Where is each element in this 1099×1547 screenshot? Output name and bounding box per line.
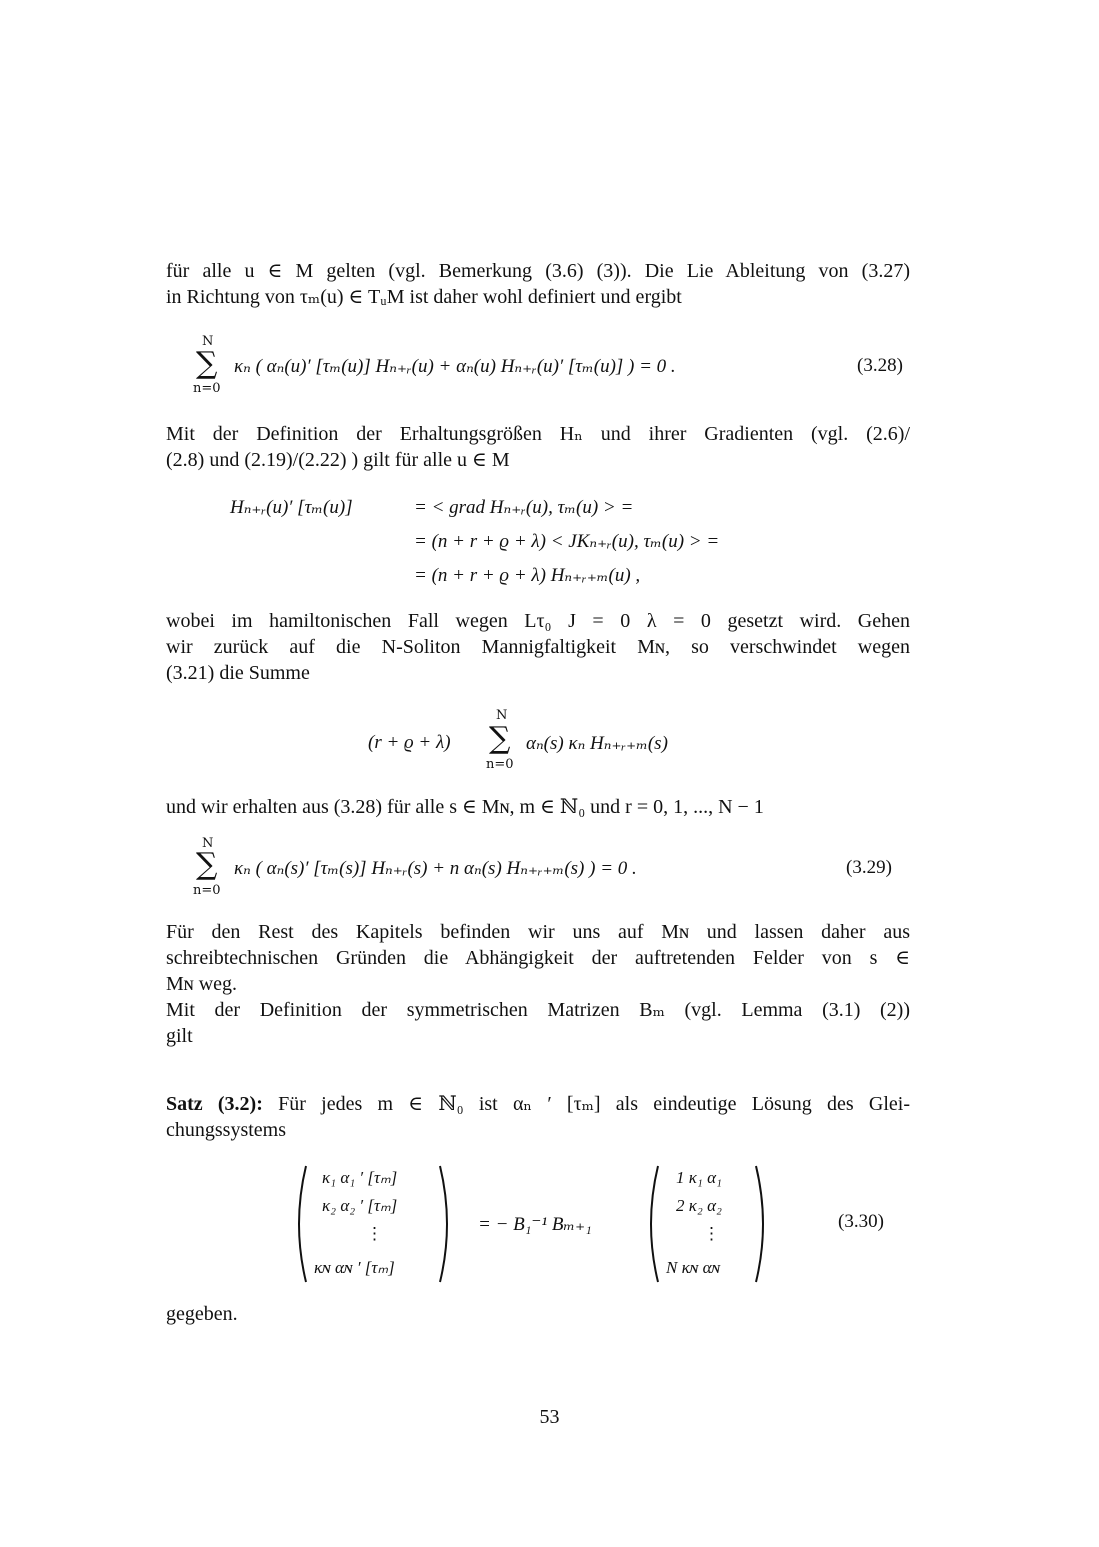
matrix-left-entry: κ₂ α₂ ′ [τₘ]	[322, 1196, 398, 1215]
paragraph-definition	[166, 421, 910, 473]
align-lhs: Hₙ₊ᵣ(u)′ [τₘ(u)]	[230, 497, 353, 518]
sum-upper-limit: N	[496, 708, 508, 723]
align-row: = (n + r + ϱ + λ) Hₙ₊ᵣ₊ₘ(u) ,	[414, 565, 641, 586]
text-line: in Richtung von τₘ(u) ∈ TᵤM ist daher wohl definiert und ergibt	[166, 286, 682, 308]
paragraph-result	[166, 794, 910, 820]
left-paren-icon	[640, 1164, 662, 1284]
text-line: gegeben.	[166, 1303, 238, 1325]
sum-upper-limit: N	[202, 334, 214, 349]
text-line: Mit der Definition der symmetrischen Matrizen Bₘ (vgl. Lemma (3.1) (2))	[166, 999, 910, 1021]
theorem-label: Satz (3.2):	[166, 1093, 263, 1115]
matrix-right-entry: N κɴ αɴ	[666, 1258, 721, 1277]
align-row: = (n + r + ϱ + λ) < JKₙ₊ᵣ(u), τₘ(u) > =	[414, 531, 720, 552]
text-line: wir zurück auf die N-Soliton Mannigfaltigkeit Mɴ, so verschwindet wegen	[166, 636, 910, 658]
align-row: = < grad Hₙ₊ᵣ(u), τₘ(u) > =	[414, 497, 634, 518]
equation-body: κₙ ( αₙ(u)′ [τₘ(u)] Hₙ₊ᵣ(u) + αₙ(u) Hₙ₊ᵣ(u)′ [τₘ(u)] ) = 0 .	[234, 356, 676, 377]
paragraph-rest	[166, 919, 910, 1049]
matrix-left-entry: κɴ αɴ ′ [τₘ]	[314, 1258, 395, 1277]
matrix-left-entry: ⋮	[366, 1224, 383, 1243]
matrix-right-entry: 2 κ₂ α₂	[676, 1196, 722, 1215]
text-line: schreibtechnischen Gründen die Abhängigkeit der auftretenden Felder von s ∈	[166, 947, 910, 969]
summation-symbol: ∑	[196, 847, 218, 882]
sum-upper-limit: N	[202, 836, 214, 851]
equation-number: (3.29)	[846, 857, 892, 878]
paragraph-intro	[166, 258, 910, 310]
text-line: Mɴ weg.	[166, 973, 238, 995]
text-line: chungssystems	[166, 1119, 286, 1141]
sum-body: αₙ(s) κₙ Hₙ₊ᵣ₊ₘ(s)	[526, 733, 668, 754]
summation-symbol: ∑	[196, 346, 218, 381]
text-line: (2.8) und (2.19)/(2.22) ) gilt für alle u ∈ M	[166, 449, 510, 471]
sum-lower-limit: n=0	[486, 757, 514, 772]
sum-lower-limit: n=0	[193, 381, 221, 396]
closing-text	[166, 1301, 910, 1327]
text-line: für alle u ∈ M gelten (vgl. Bemerkung (3.6) (3)). Die Lie Ableitung von (3.27)	[166, 260, 910, 282]
text-line: (3.21) die Summe	[166, 662, 310, 684]
matrix-right-entry: ⋮	[703, 1224, 720, 1243]
theorem-line	[166, 1091, 910, 1117]
theorem-text: Für jedes m ∈ ℕ₀ ist αₙ ′ [τₘ] als eindeutige Lösung des Glei-	[278, 1093, 911, 1115]
text-line: gilt	[166, 1025, 193, 1047]
right-paren-icon	[436, 1164, 458, 1284]
equation-body: κₙ ( αₙ(s)′ [τₘ(s)] Hₙ₊ᵣ(s) + n αₙ(s) Hₙ₊ᵣ₊ₘ(s) ) = 0 .	[234, 858, 637, 879]
sum-prefix: (r + ϱ + λ)	[368, 732, 451, 753]
text-line: wobei im hamiltonischen Fall wegen Lτ₀ J = 0 λ = 0 gesetzt wird. Gehen	[166, 610, 910, 632]
page-number: 53	[539, 1406, 560, 1428]
left-paren-icon	[288, 1164, 310, 1284]
matrix-left-entry: κ₁ α₁ ′ [τₘ]	[322, 1168, 398, 1187]
right-paren-icon	[752, 1164, 774, 1284]
equation-middle: = − B₁⁻¹ Bₘ₊₁	[478, 1214, 592, 1235]
text-line: Mit der Definition der Erhaltungsgrößen Hₙ und ihrer Gradienten (vgl. (2.6)/	[166, 423, 910, 445]
text-line: Für den Rest des Kapitels befinden wir uns auf Mɴ und lassen daher aus	[166, 921, 910, 943]
sum-lower-limit: n=0	[193, 883, 221, 898]
summation-symbol: ∑	[489, 721, 511, 756]
theorem-statement	[166, 1091, 910, 1143]
equation-number: (3.28)	[857, 355, 903, 376]
equation-number: (3.30)	[838, 1211, 884, 1232]
matrix-right-entry: 1 κ₁ α₁	[676, 1168, 722, 1187]
text-line: und wir erhalten aus (3.28) für alle s ∈ Mɴ, m ∈ ℕ₀ und r = 0, 1, ..., N − 1	[166, 796, 764, 818]
paragraph-hamiltonian	[166, 608, 910, 686]
